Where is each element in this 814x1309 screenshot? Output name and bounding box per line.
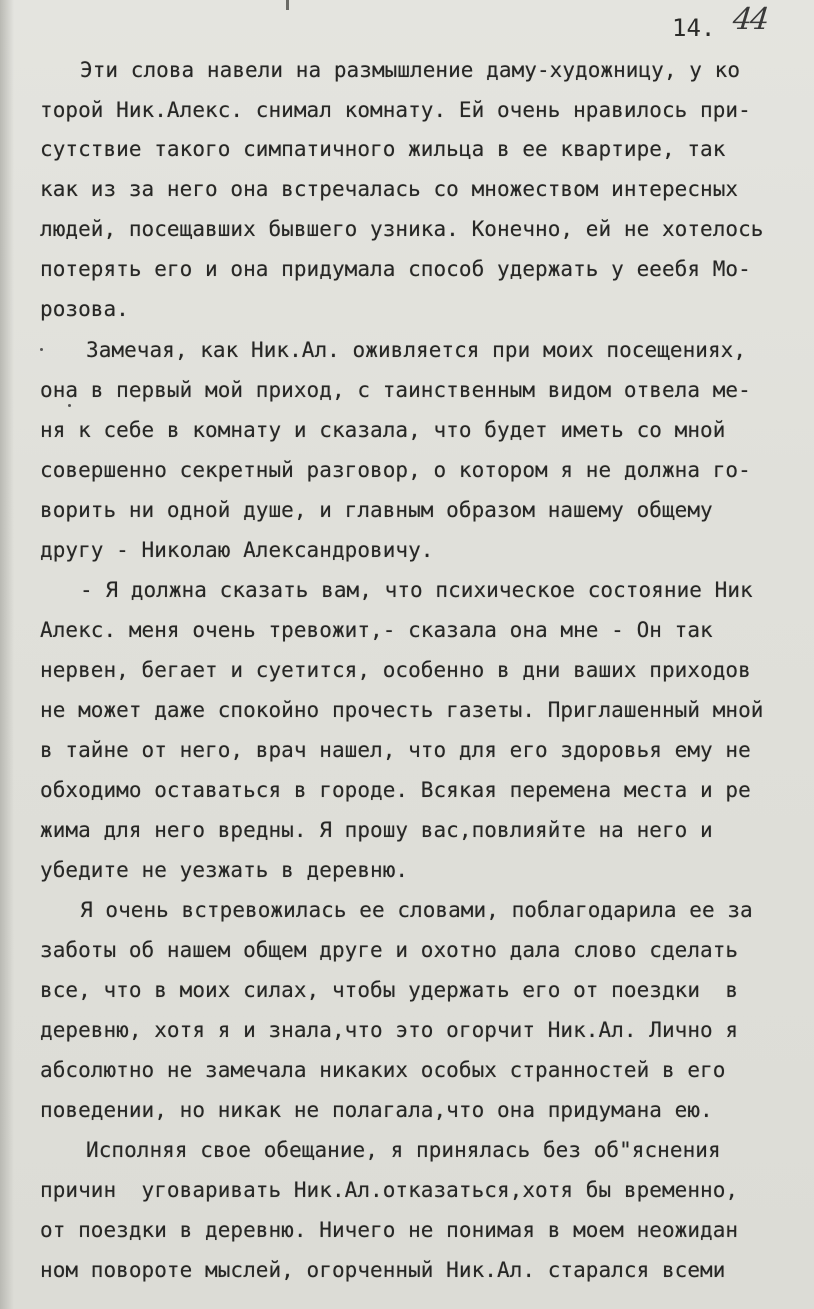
text-line: другу - Николаю Александровичу. xyxy=(40,538,434,562)
text-line: ворить ни одной душе, и главным образом нашему общему xyxy=(40,498,713,522)
text-line: она в первый мой приход, с таинственным видом отвела ме- xyxy=(40,378,751,402)
text-line: от поездки в деревню. Ничего не понимая в моем неожидан xyxy=(40,1218,739,1242)
text-line: Замечая, как Ник.Ал. оживляется при моих посещениях, xyxy=(86,338,747,362)
text-line: сутствие такого симпатичного жильца в ее квартире, так xyxy=(40,137,726,161)
text-line: в тайне от него, врач нашел, что для его здоровья ему не xyxy=(40,738,751,762)
paper-speck xyxy=(68,404,71,407)
text-line: абсолютно не замечала никаких особых странностей в его xyxy=(40,1058,726,1082)
text-line: потерять его и она придумала способ удержать у ееебя Мо- xyxy=(40,257,751,281)
text-line: деревню, хотя я и знала,что это огорчит Ник.Ал. Лично я xyxy=(40,1018,739,1042)
text-line: Эти слова навели на размышление даму-художницу, у ко xyxy=(80,58,741,82)
text-line: Исполняя свое обещание, я принялась без об"яснения xyxy=(86,1138,721,1162)
scan-mark xyxy=(286,0,289,10)
text-line: людей, посещавших бывшего узника. Конечно, ей не хотелось xyxy=(40,217,764,241)
text-line: убедите не уезжать в деревню. xyxy=(40,858,409,882)
text-line: как из за него она встречалась со множеством интересных xyxy=(40,177,739,201)
text-line: - Я должна сказать вам, что психическое состояние Ник xyxy=(80,578,753,602)
text-line: жима для него вредны. Я прошу вас,повлияйте на него и xyxy=(40,818,713,842)
text-line: ня к себе в комнату и сказала, что будет иметь со мной xyxy=(40,418,726,442)
text-line: обходимо оставаться в городе. Всякая перемена места и ре xyxy=(40,778,751,802)
text-line: ном повороте мыслей, огорченный Ник.Ал. старался всеми xyxy=(40,1258,726,1282)
text-line: торой Ник.Алекс. снимал комнату. Ей очень нравилось при- xyxy=(40,98,751,122)
text-line: не может даже спокойно прочесть газеты. Приглашенный мной xyxy=(40,698,764,722)
scan-edge-shadow xyxy=(0,0,14,1309)
text-line: поведении, но никак не полагала,что она придумана ею. xyxy=(40,1098,713,1122)
text-line: причин уговаривать Ник.Ал.отказаться,хотя бы временно, xyxy=(40,1178,739,1202)
text-line: нервен, бегает и суетится, особенно в дни ваших приходов xyxy=(40,658,751,682)
text-line: Алекс. меня очень тревожит,- сказала она мне - Он так xyxy=(40,618,713,642)
handwritten-folio-number: 44 xyxy=(731,2,770,37)
page-number: 14. xyxy=(672,14,716,42)
paper-speck xyxy=(40,348,43,351)
text-line: заботы об нашем общем друге и охотно дала слово сделать xyxy=(40,938,739,962)
text-line: все, что в моих силах, чтобы удержать его от поездки в xyxy=(40,978,739,1002)
text-line: розова. xyxy=(40,297,129,321)
text-line: Я очень встревожилась ее словами, поблагодарила ее за xyxy=(80,898,753,922)
text-line: совершенно секретный разговор, о котором я не должна го- xyxy=(40,458,751,482)
